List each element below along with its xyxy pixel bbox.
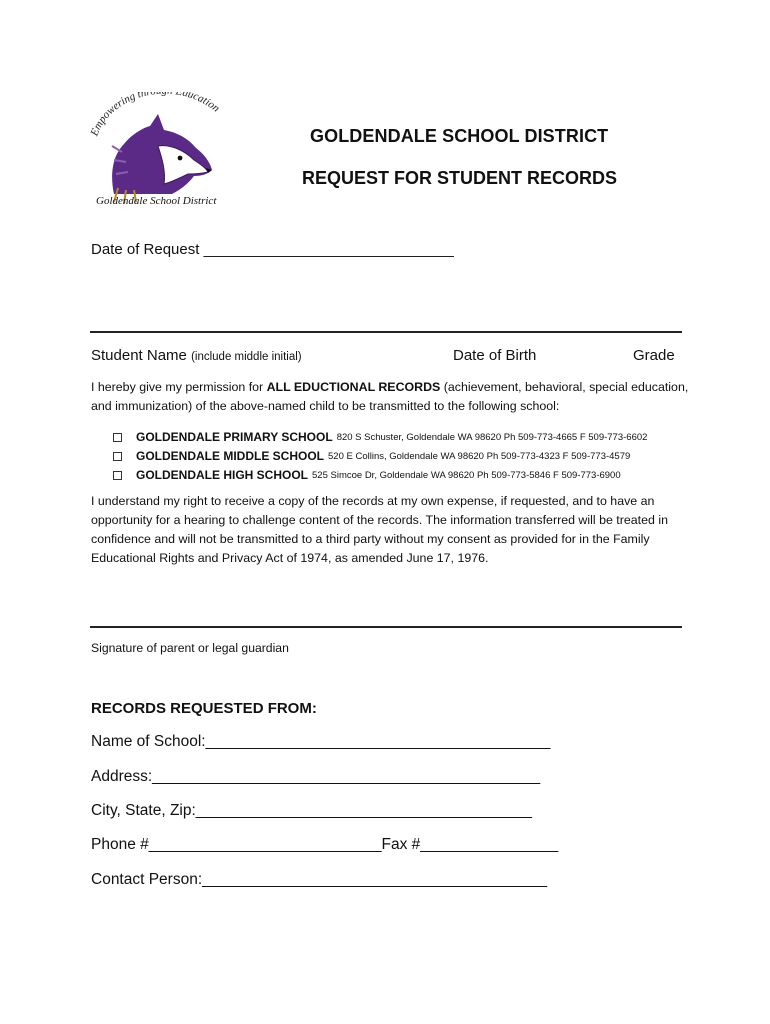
signature-line[interactable] (90, 626, 682, 628)
records-requested-heading: RECORDS REQUESTED FROM: (91, 700, 317, 717)
checkbox[interactable] (113, 471, 122, 480)
permission-bold: ALL EDUCTIONAL RECORDS (266, 380, 441, 394)
name-of-school-field[interactable]: Name of School:________________________________________ (91, 733, 551, 750)
document-title: GOLDENDALE SCHOOL DISTRICT (310, 126, 609, 146)
permission-paragraph (91, 378, 691, 416)
grade-label: Grade (633, 347, 675, 364)
district-logo (84, 92, 244, 212)
school-name: GOLDENDALE MIDDLE SCHOOL (136, 449, 324, 463)
student-info-rule (90, 331, 682, 333)
school-option-high[interactable] (113, 466, 647, 485)
school-name: GOLDENDALE PRIMARY SCHOOL (136, 430, 333, 444)
school-name: GOLDENDALE HIGH SCHOOL (136, 468, 309, 482)
school-address: 525 Simcoe Dr, Goldendale WA 98620 Ph 509-773-5846 F 509-773-6900 (312, 470, 621, 481)
student-name-text: Student Name (91, 347, 187, 364)
city-state-zip-field[interactable]: City, State, Zip:_______________________________________ (91, 802, 532, 819)
school-address: 520 E Collins, Goldendale WA 98620 Ph 509-773-4323 F 509-773-4579 (328, 451, 631, 462)
logo-arc-text: Empowering thr ducation (88, 92, 222, 138)
school-option-middle[interactable] (113, 447, 647, 466)
checkbox[interactable] (113, 452, 122, 461)
permission-prefix: I hereby give my permission for (91, 380, 267, 394)
checkbox[interactable] (113, 433, 122, 442)
permission-suffix: (achievement, behavioral, special education, and immunization) of the above-named child to be transmitted to the following school: (91, 380, 689, 413)
understanding-paragraph: I understand my right to receive a copy of the records at my own expense, if requested, and to have an opportunity for a hearing to challenge content of the records. The information transferred will be treated in confidence and will not be transmitted to a third party without my consent as provided for in the Family Educational Rights and Privacy Act of 1974, as amended June 17, 1976. (91, 494, 668, 565)
phone-fax-field[interactable]: Phone #___________________________Fax #________________ (91, 836, 559, 853)
document-subtitle: REQUEST FOR STUDENT RECORDS (302, 168, 618, 188)
school-address: 820 S Schuster, Goldendale WA 98620 Ph 509-773-4665 F 509-773-6602 (336, 432, 648, 443)
date-of-birth-label: Date of Birth (453, 347, 537, 364)
address-field[interactable]: Address:_____________________________________________ (91, 768, 541, 785)
student-name-label (91, 347, 302, 364)
date-of-request-field[interactable]: Date of Request ______________________________ (91, 241, 454, 258)
contact-person-field[interactable]: Contact Person:________________________________________ (91, 871, 547, 888)
school-option-primary[interactable] (113, 428, 647, 447)
logo-caption: Goldendale School District (96, 195, 217, 207)
signature-label: Signature of parent or legal guardian (91, 641, 289, 655)
student-name-note: (include middle initial) (191, 351, 302, 363)
school-checklist (113, 428, 647, 485)
